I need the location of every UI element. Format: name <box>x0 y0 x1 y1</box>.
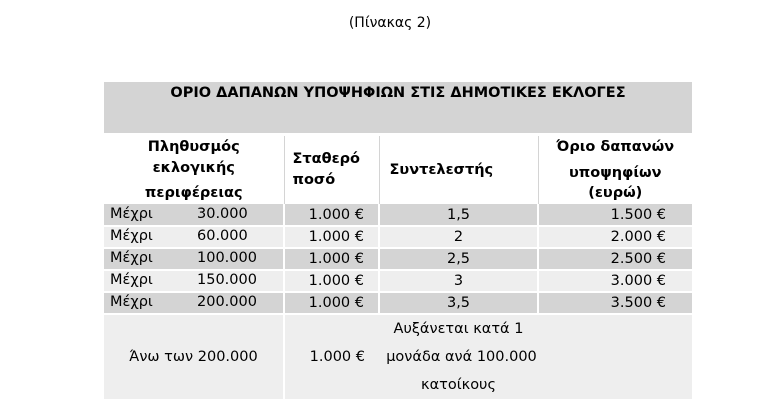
table-row <box>104 226 692 248</box>
table-caption: (Πίνακας 2) <box>348 15 432 31</box>
coefficient-cell: 2,5 <box>379 248 538 270</box>
expense-limit-cell: 1.500 € <box>538 205 692 227</box>
table-row <box>104 292 692 314</box>
expense-limit-cell: 3.000 € <box>538 270 692 292</box>
table-row <box>104 270 692 292</box>
fixed-amount-cell: 1.000 € <box>284 226 379 248</box>
population-cell: Άνω των 200.000 <box>104 314 284 399</box>
header-coefficient: Συντελεστής <box>379 135 538 205</box>
fixed-amount-cell: 1.000 € <box>284 314 379 399</box>
fixed-amount-cell: 1.000 € <box>284 292 379 314</box>
table-row-over-200000 <box>104 314 692 399</box>
coefficient-cell: 3 <box>379 270 538 292</box>
header-fixed-amount: Σταθερό ποσό <box>284 135 379 205</box>
expense-limit-cell: 2.500 € <box>538 248 692 270</box>
population-cell: Μέχρι 60.000 <box>104 226 284 248</box>
fixed-amount-cell: 1.000 € <box>284 270 379 292</box>
population-cell: Μέχρι 150.000 <box>104 270 284 292</box>
table-title: ΟΡΙΟ ΔΑΠΑΝΩΝ ΥΠΟΨΗΦΙΩΝ ΣΤΙΣ ΔΗΜΟΤΙΚΕΣ ΕΚΛΟΓΕΣ <box>104 82 692 135</box>
coefficient-cell: 2 <box>379 226 538 248</box>
header-population: Πληθυσμός εκλογικής περιφέρειας <box>104 135 284 205</box>
population-cell: Μέχρι 100.000 <box>104 248 284 270</box>
population-cell: Μέχρι 200.000 <box>104 292 284 314</box>
table-row <box>104 205 692 227</box>
coefficient-cell: 1,5 <box>379 205 538 227</box>
coefficient-cell: Αυξάνεται κατά 1 μονάδα ανά 100.000 κατοίκους <box>379 314 538 399</box>
fixed-amount-cell: 1.000 € <box>284 248 379 270</box>
population-cell: Μέχρι 30.000 <box>104 205 284 227</box>
header-expense-limit: Όριο δαπανών υποψηφίων (ευρώ) <box>538 135 692 205</box>
table-row <box>104 248 692 270</box>
expense-limit-cell: 2.000 € <box>538 226 692 248</box>
expense-limit-cell <box>538 314 692 399</box>
expense-limit-cell: 3.500 € <box>538 292 692 314</box>
coefficient-cell: 3,5 <box>379 292 538 314</box>
expense-limit-table <box>104 82 692 399</box>
fixed-amount-cell: 1.000 € <box>284 205 379 227</box>
